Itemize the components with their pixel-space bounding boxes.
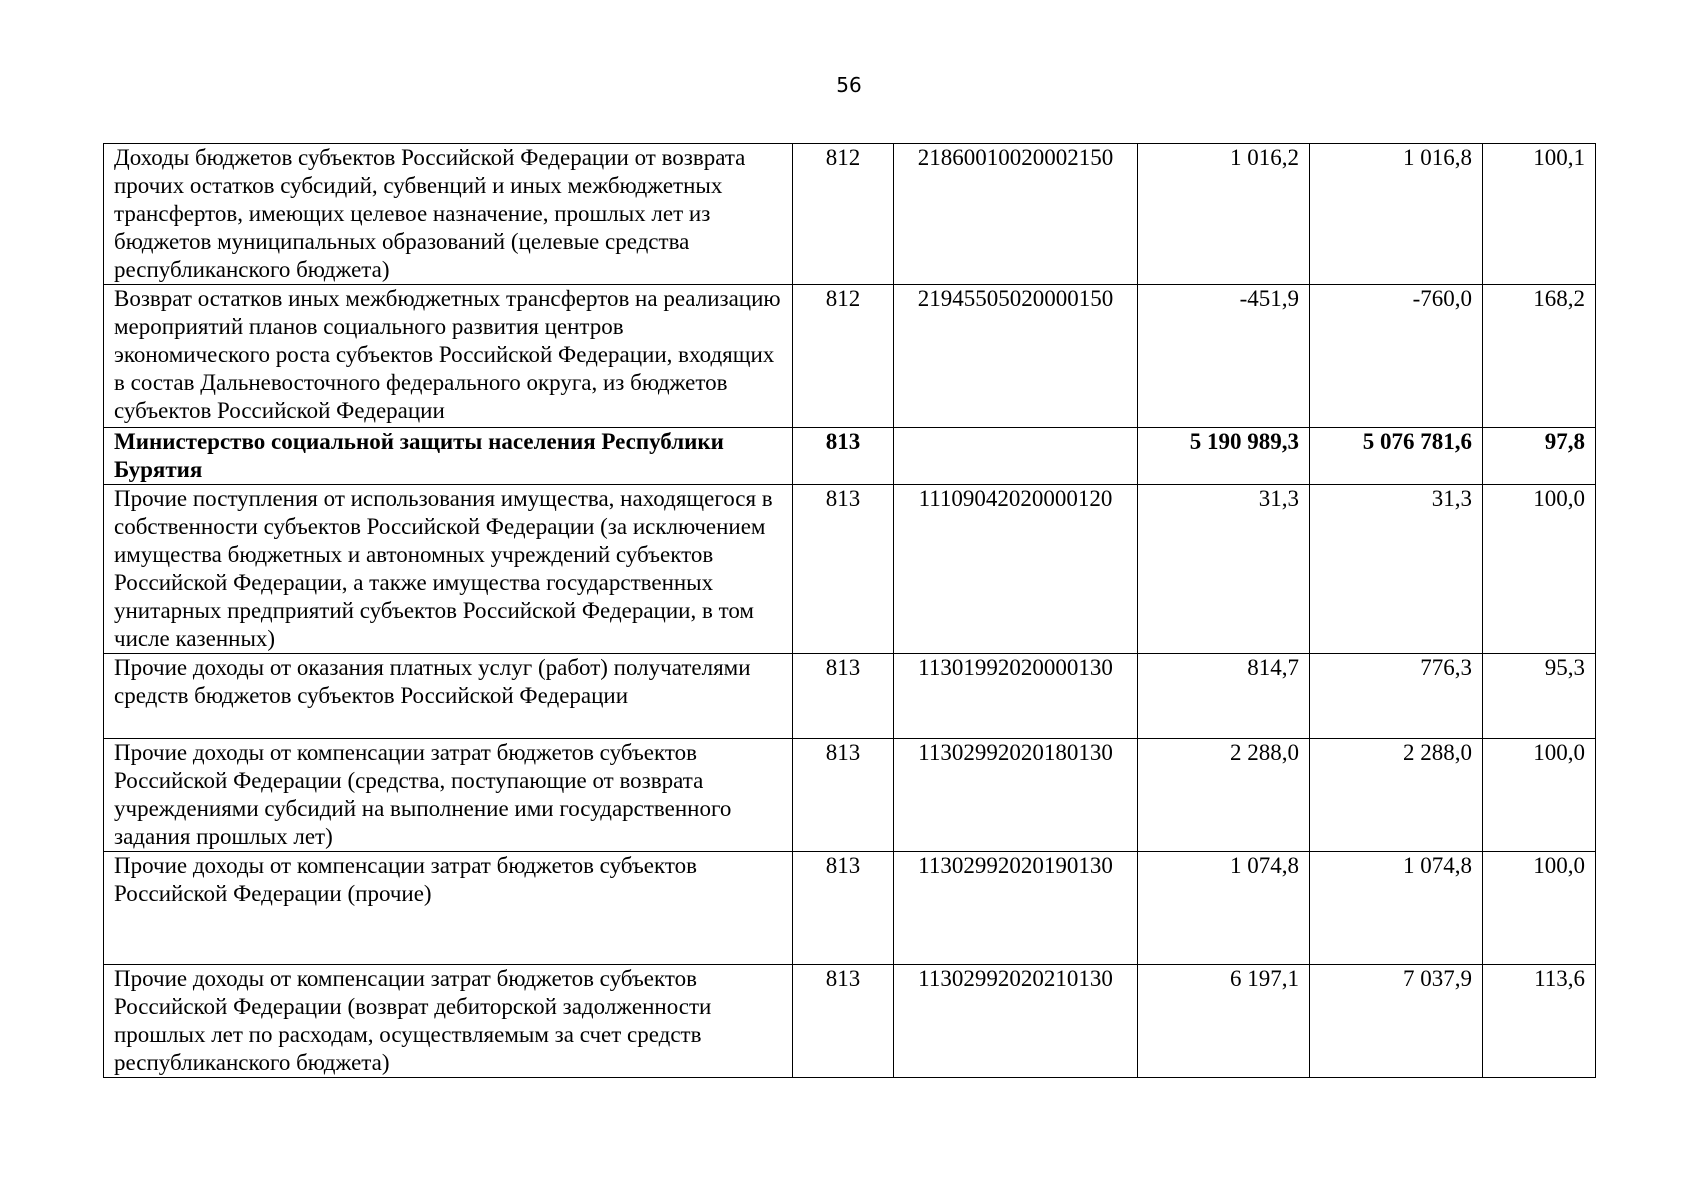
plan-amount-cell: -451,9	[1138, 285, 1310, 428]
plan-amount-cell: 31,3	[1138, 485, 1310, 654]
admin-code-cell: 813	[793, 852, 894, 965]
plan-amount-cell: 6 197,1	[1138, 965, 1310, 1078]
percent-cell: 100,0	[1483, 485, 1596, 654]
budget-code-cell: 11301992020000130	[894, 654, 1138, 739]
admin-code-cell: 813	[793, 428, 894, 485]
page-number: 56	[836, 73, 862, 97]
income-name-cell: Прочие доходы от компенсации затрат бюджетов субъектов Российской Федерации (прочие)	[104, 852, 793, 965]
admin-code-cell: 813	[793, 965, 894, 1078]
actual-amount-cell: 1 016,8	[1310, 144, 1483, 285]
income-name-cell: Возврат остатков иных межбюджетных трансфертов на реализацию мероприятий планов социального развития центров экономического роста субъектов Российской Федерации, входящих в состав Дальневосточного федерального округа, из бюджетов субъектов Российской Федерации	[104, 285, 793, 428]
plan-amount-cell: 814,7	[1138, 654, 1310, 739]
table-row	[104, 485, 1596, 654]
admin-code-cell: 813	[793, 485, 894, 654]
table-row	[104, 144, 1596, 285]
percent-cell: 168,2	[1483, 285, 1596, 428]
budget-code-cell	[894, 428, 1138, 485]
income-name-cell: Прочие доходы от компенсации затрат бюджетов субъектов Российской Федерации (средства, поступающие от возврата учреждениями субсидий на выполнение ими государственного задания прошлых лет)	[104, 739, 793, 852]
percent-cell: 100,1	[1483, 144, 1596, 285]
actual-amount-cell: 31,3	[1310, 485, 1483, 654]
plan-amount-cell: 5 190 989,3	[1138, 428, 1310, 485]
budget-code-cell: 21860010020002150	[894, 144, 1138, 285]
budget-code-cell: 21945505020000150	[894, 285, 1138, 428]
table-row	[104, 739, 1596, 852]
admin-code-cell: 813	[793, 654, 894, 739]
actual-amount-cell: 776,3	[1310, 654, 1483, 739]
percent-cell: 113,6	[1483, 965, 1596, 1078]
budget-code-cell: 11302992020180130	[894, 739, 1138, 852]
actual-amount-cell: 2 288,0	[1310, 739, 1483, 852]
budget-income-table	[103, 143, 1596, 1078]
income-name-cell: Прочие доходы от компенсации затрат бюджетов субъектов Российской Федерации (возврат дебиторской задолженности прошлых лет по расходам, осуществляемым за счет средств республиканского бюджета)	[104, 965, 793, 1078]
income-name-cell: Прочие поступления от использования имущества, находящегося в собственности субъектов Российской Федерации (за исключением имущества бюджетных и автономных учреждений субъектов Российской Федерации, а также имущества государственных унитарных предприятий субъектов Российской Федерации, в том числе казенных)	[104, 485, 793, 654]
admin-code-cell: 812	[793, 144, 894, 285]
table-row	[104, 428, 1596, 485]
percent-cell: 95,3	[1483, 654, 1596, 739]
admin-code-cell: 813	[793, 739, 894, 852]
actual-amount-cell: 1 074,8	[1310, 852, 1483, 965]
table-row	[104, 654, 1596, 739]
percent-cell: 100,0	[1483, 852, 1596, 965]
percent-cell: 100,0	[1483, 739, 1596, 852]
plan-amount-cell: 1 074,8	[1138, 852, 1310, 965]
income-name-cell: Прочие доходы от оказания платных услуг (работ) получателями средств бюджетов субъектов Российской Федерации	[104, 654, 793, 739]
table-body	[104, 144, 1596, 1078]
income-name-cell: Министерство социальной защиты населения Республики Бурятия	[104, 428, 793, 485]
admin-code-cell: 812	[793, 285, 894, 428]
actual-amount-cell: 7 037,9	[1310, 965, 1483, 1078]
budget-code-cell: 11302992020190130	[894, 852, 1138, 965]
plan-amount-cell: 1 016,2	[1138, 144, 1310, 285]
table-row	[104, 965, 1596, 1078]
budget-code-cell: 11302992020210130	[894, 965, 1138, 1078]
table-row	[104, 285, 1596, 428]
actual-amount-cell: 5 076 781,6	[1310, 428, 1483, 485]
table-row	[104, 852, 1596, 965]
plan-amount-cell: 2 288,0	[1138, 739, 1310, 852]
budget-code-cell: 11109042020000120	[894, 485, 1138, 654]
actual-amount-cell: -760,0	[1310, 285, 1483, 428]
income-name-cell: Доходы бюджетов субъектов Российской Федерации от возврата прочих остатков субсидий, субвенций и иных межбюджетных трансфертов, имеющих целевое назначение, прошлых лет из бюджетов муниципальных образований (целевые средства республиканского бюджета)	[104, 144, 793, 285]
percent-cell: 97,8	[1483, 428, 1596, 485]
